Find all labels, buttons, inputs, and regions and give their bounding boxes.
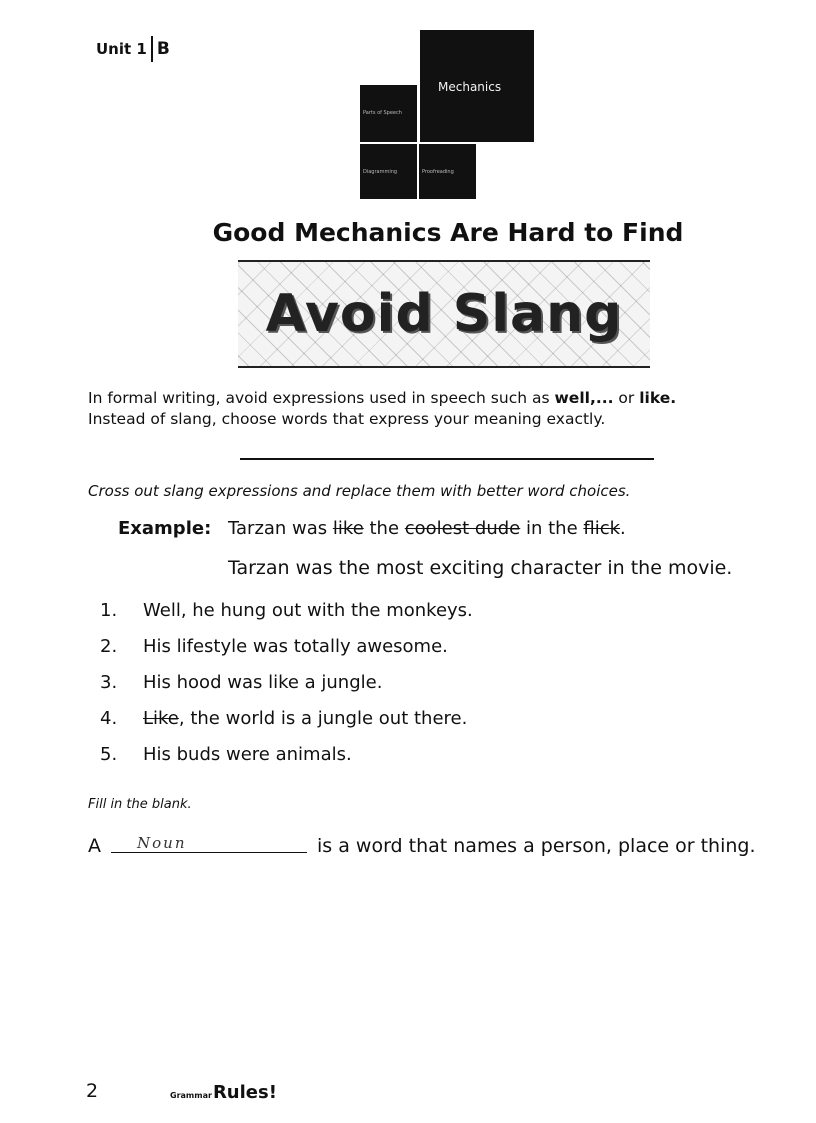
page-title-text: Good Mechanics Are Hard to Find	[212, 218, 684, 247]
item-struck-word: Like	[143, 707, 179, 729]
example-struck-word: flick	[583, 518, 621, 539]
item-text: His lifestyle was totally awesome.	[143, 635, 448, 657]
handwritten-answer: Noun	[137, 834, 187, 852]
logo-label-diagramming: Diagramming	[363, 169, 398, 175]
item-number: 2.	[100, 635, 118, 657]
list-item	[100, 628, 473, 664]
item-text: His hood was like a jungle.	[143, 671, 383, 693]
intro-word-well: well,...	[554, 389, 614, 407]
example-part: Tarzan was	[228, 518, 333, 539]
example-label: Example:	[118, 518, 212, 539]
divider-rule	[240, 458, 654, 460]
list-item	[100, 664, 473, 700]
list-item	[100, 592, 473, 628]
item-number: 5.	[100, 743, 118, 765]
intro-text-1a: In formal writing, avoid expressions used in speech such as	[88, 389, 555, 407]
logo-label-proofreading: Proofreading	[422, 169, 454, 175]
example-struck-word: like	[332, 518, 364, 539]
logo-square-mechanics	[420, 30, 534, 142]
page-number: 2	[86, 1080, 99, 1102]
item-number: 3.	[100, 671, 118, 693]
example-answer: Tarzan was the most exciting character in the movie.	[228, 557, 733, 579]
fill-in-blank[interactable]	[111, 830, 307, 853]
intro-text-2: Instead of slang, choose words that express your meaning exactly.	[88, 410, 606, 428]
brand-big: Rules!	[212, 1082, 277, 1103]
item-text: Well, he hung out with the monkeys.	[143, 599, 473, 621]
exercise-instructions: Cross out slang expressions and replace them with better word choices.	[88, 482, 631, 500]
example-part: .	[620, 518, 626, 539]
fill-in-sentence	[88, 830, 756, 857]
example-sentence	[228, 518, 626, 539]
intro-word-like: like.	[639, 389, 677, 407]
item-number: 4.	[100, 707, 118, 729]
fill-in-instructions: Fill in the blank.	[88, 797, 192, 812]
topic-banner	[238, 260, 650, 368]
banner-title: Avoid Slang	[265, 284, 623, 344]
logo-square-proofreading	[419, 144, 476, 199]
logo-square-parts-of-speech	[360, 85, 417, 142]
example-part: in the	[520, 518, 584, 539]
item-text: His buds were animals.	[143, 743, 352, 765]
intro-paragraph	[88, 388, 768, 430]
unit-divider	[151, 36, 153, 62]
unit-letter: B	[156, 39, 170, 59]
page-title	[0, 218, 816, 247]
example-struck-word: coolest dude	[404, 518, 521, 539]
exercise-list	[100, 592, 473, 772]
example-part: the	[363, 518, 405, 539]
unit-label	[96, 36, 170, 62]
item-number: 1.	[100, 599, 118, 621]
logo-square-diagramming	[360, 144, 417, 199]
brand-logo	[170, 1082, 277, 1103]
list-item	[100, 736, 473, 772]
item-text: , the world is a jungle out there.	[178, 707, 468, 729]
brand-small: Grammar	[170, 1091, 212, 1100]
unit-number: Unit 1	[96, 40, 147, 58]
fill-in-prefix: A	[88, 835, 101, 857]
intro-text-1b: or	[613, 389, 640, 407]
logo-label-mechanics: Mechanics	[438, 80, 502, 94]
fill-in-suffix: is a word that names a person, place or thing.	[317, 835, 756, 857]
list-item	[100, 700, 473, 736]
logo-label-parts-of-speech: Parts of Speech	[363, 110, 402, 116]
